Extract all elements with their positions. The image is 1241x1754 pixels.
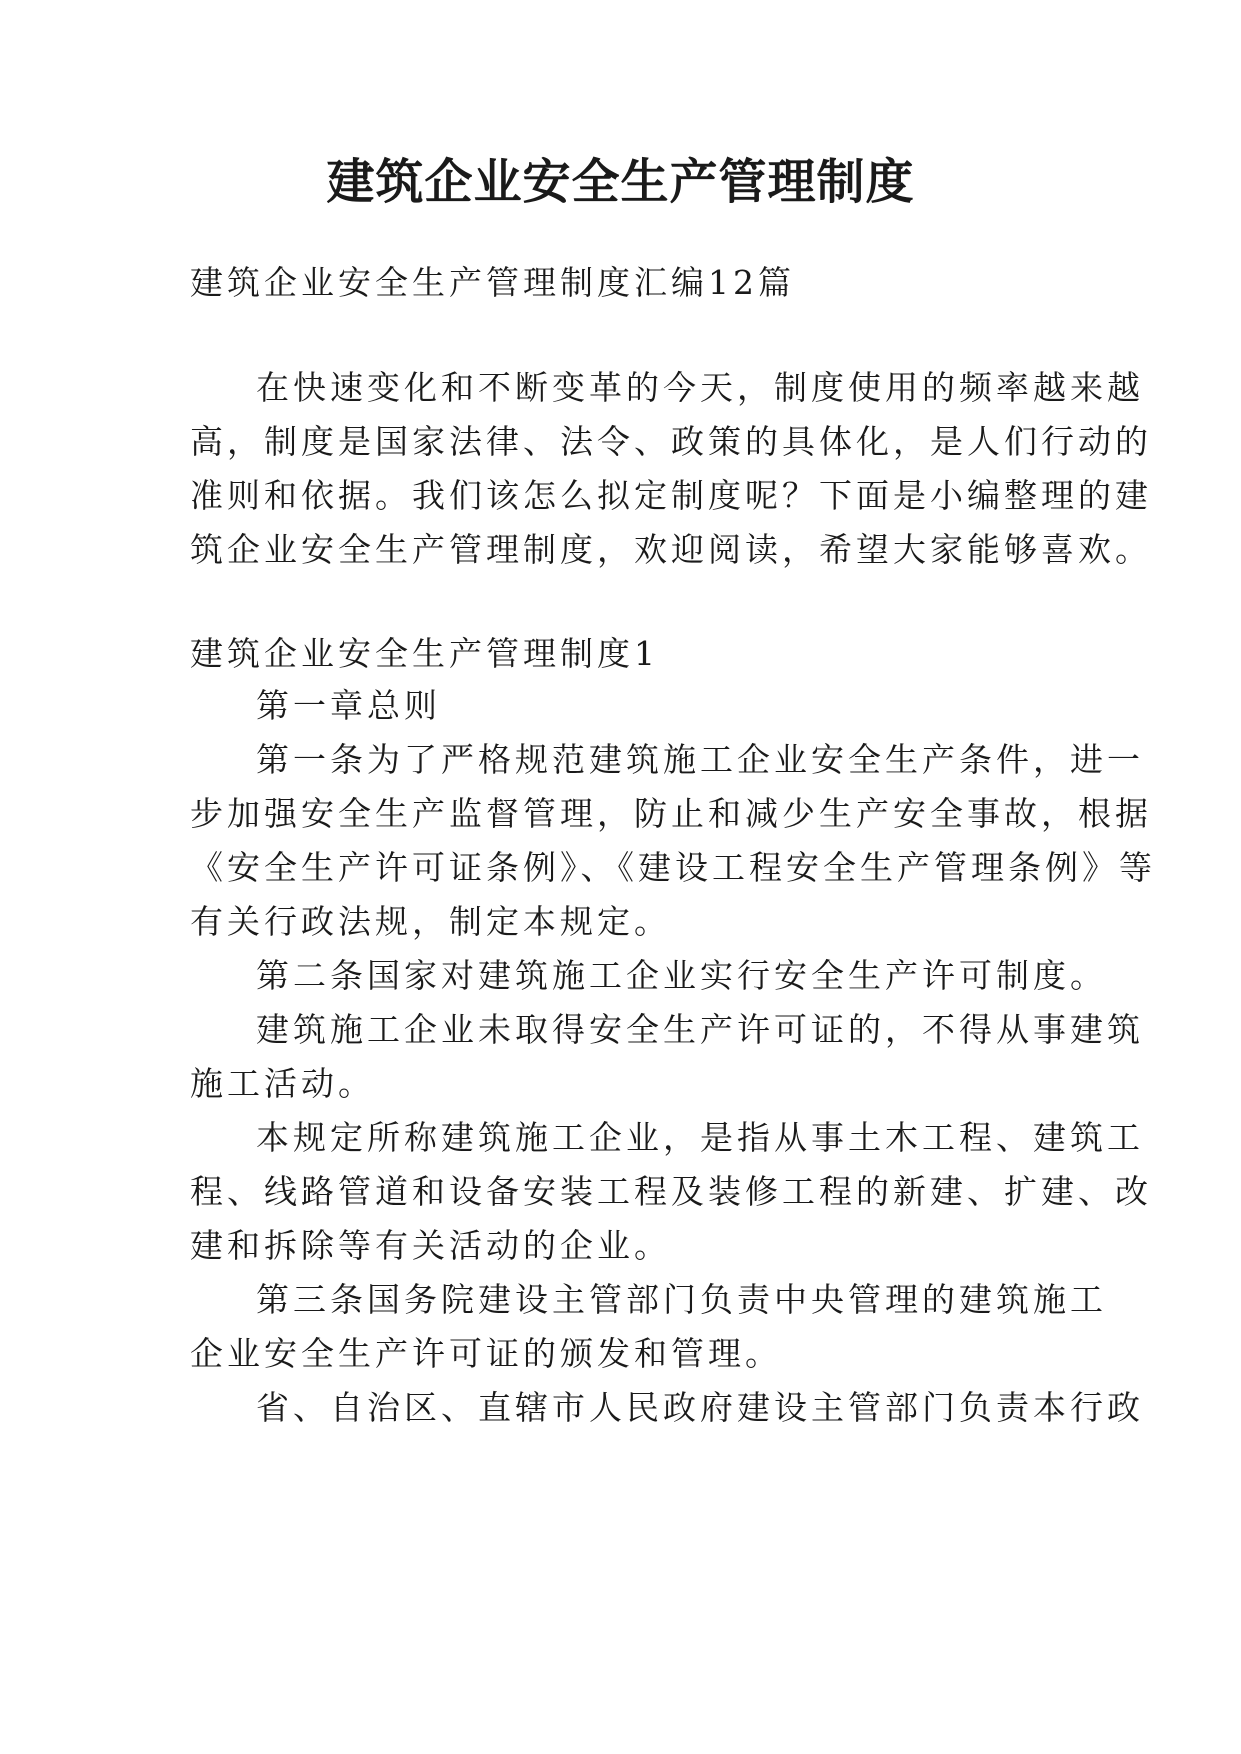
- section-heading: 建筑企业安全生产管理制度1: [190, 634, 659, 673]
- paragraph-line: 筑企业安全生产管理制度，欢迎阅读，希望大家能够喜欢。: [190, 530, 1152, 569]
- document-title: 建筑企业安全生产管理制度: [326, 154, 915, 210]
- paragraph-line: 第一条为了严格规范建筑施工企业安全生产条件，进一: [256, 740, 1144, 779]
- paragraph-line: 建和拆除等有关活动的企业。: [190, 1226, 671, 1265]
- paragraph-line: 省、自治区、直辖市人民政府建设主管部门负责本行政: [256, 1388, 1144, 1427]
- paragraph-line: 第二条国家对建筑施工企业实行安全生产许可制度。: [256, 956, 1107, 995]
- document-subtitle: 建筑企业安全生产管理制度汇编12篇: [190, 263, 795, 302]
- paragraph-line: 高，制度是国家法律、法令、政策的具体化，是人们行动的: [190, 422, 1152, 461]
- paragraph-line: 《安全生产许可证条例》、《建设工程安全生产管理条例》等: [190, 848, 1156, 887]
- paragraph-line: 有关行政法规，制定本规定。: [190, 902, 671, 941]
- paragraph-line: 本规定所称建筑施工企业，是指从事土木工程、建筑工: [256, 1118, 1144, 1157]
- chapter-heading: 第一章总则: [256, 686, 441, 725]
- paragraph-line: 企业安全生产许可证的颁发和管理。: [190, 1334, 782, 1373]
- paragraph-line: 第三条国务院建设主管部门负责中央管理的建筑施工: [256, 1280, 1107, 1319]
- paragraph-line: 建筑施工企业未取得安全生产许可证的，不得从事建筑: [256, 1010, 1144, 1049]
- paragraph-line: 在快速变化和不断变革的今天，制度使用的频率越来越: [256, 368, 1144, 407]
- paragraph-line: 步加强安全生产监督管理，防止和减少生产安全事故，根据: [190, 794, 1152, 833]
- paragraph-line: 施工活动。: [190, 1064, 375, 1103]
- paragraph-line: 准则和依据。我们该怎么拟定制度呢？下面是小编整理的建: [190, 476, 1152, 515]
- paragraph-line: 程、线路管道和设备安装工程及装修工程的新建、扩建、改: [190, 1172, 1152, 1211]
